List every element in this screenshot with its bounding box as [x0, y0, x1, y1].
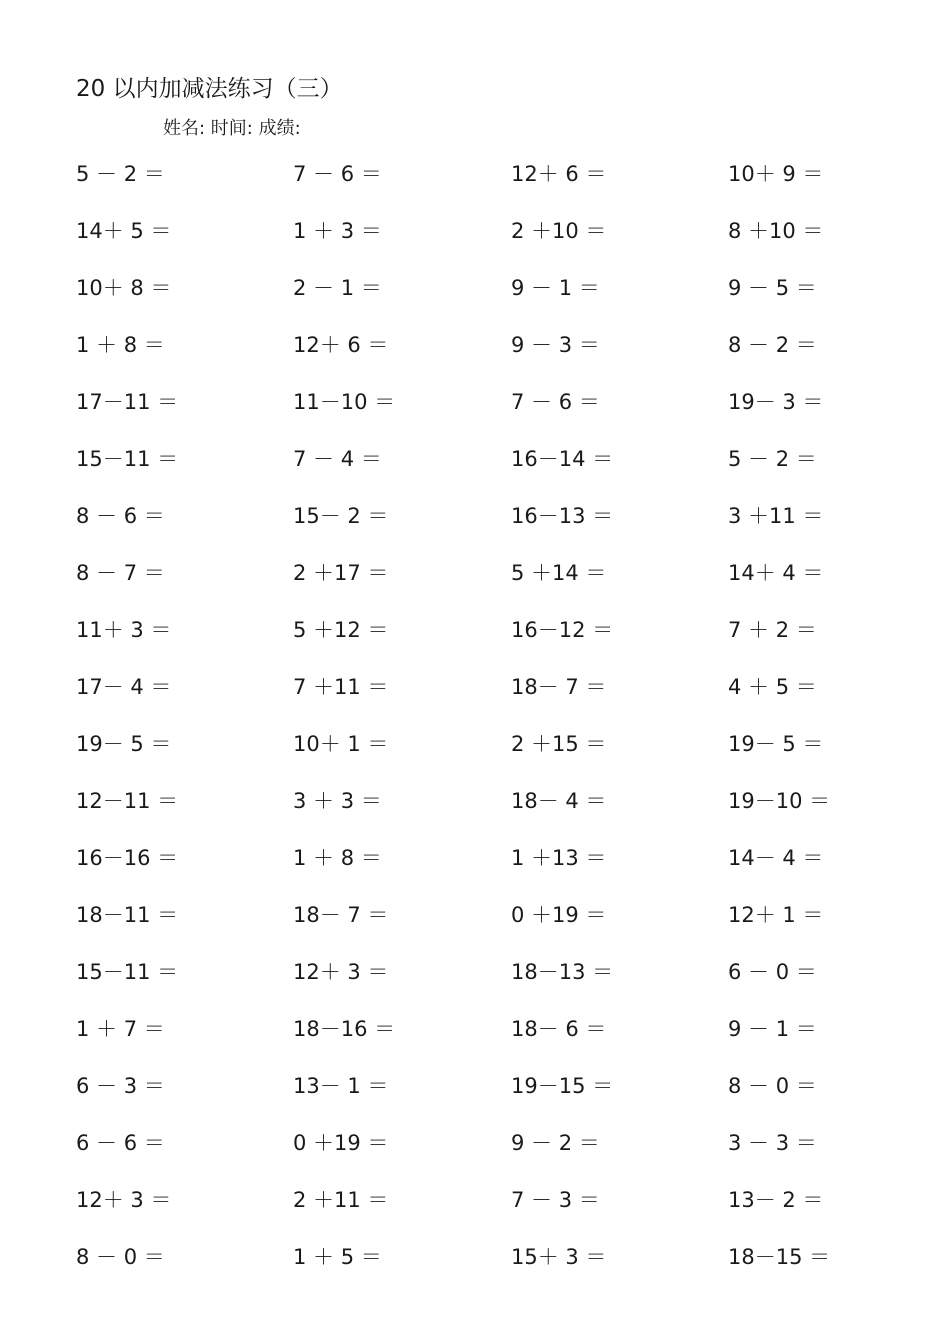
math-problem: 19－15 ＝ — [511, 1074, 614, 1098]
math-problem: 19－ 5 ＝ — [76, 732, 172, 756]
math-problem: 9 － 1 ＝ — [728, 1017, 817, 1041]
math-problem: 18－15 ＝ — [728, 1245, 831, 1269]
math-problem: 9 － 3 ＝ — [511, 333, 600, 357]
math-problem: 15－ 2 ＝ — [293, 504, 389, 528]
math-problem: 18－ 4 ＝ — [511, 789, 607, 813]
math-problem: 18－ 7 ＝ — [511, 675, 607, 699]
math-problem: 2 ＋10 ＝ — [511, 219, 607, 243]
math-problem: 7 ＋11 ＝ — [293, 675, 389, 699]
math-problem: 7 － 3 ＝ — [511, 1188, 600, 1212]
math-problem: 3 ＋11 ＝ — [728, 504, 824, 528]
student-info-line: 姓名: 时间: 成绩: — [163, 118, 301, 139]
math-problem: 8 － 0 ＝ — [728, 1074, 817, 1098]
math-problem: 3 － 3 ＝ — [728, 1131, 817, 1155]
math-problem: 2 ＋15 ＝ — [511, 732, 607, 756]
math-problem: 0 ＋19 ＝ — [293, 1131, 389, 1155]
math-problem: 16－16 ＝ — [76, 846, 179, 870]
math-problem: 7 － 6 ＝ — [511, 390, 600, 414]
math-problem: 10＋ 1 ＝ — [293, 732, 389, 756]
math-problem: 5 － 2 ＝ — [728, 447, 817, 471]
math-problem: 8 － 0 ＝ — [76, 1245, 165, 1269]
math-problem: 6 － 3 ＝ — [76, 1074, 165, 1098]
math-problem: 3 ＋ 3 ＝ — [293, 789, 382, 813]
math-problem: 8 － 6 ＝ — [76, 504, 165, 528]
math-problem: 17－ 4 ＝ — [76, 675, 172, 699]
math-problem: 5 ＋14 ＝ — [511, 561, 607, 585]
math-problem: 7 － 6 ＝ — [293, 162, 382, 186]
math-problem: 18－13 ＝ — [511, 960, 614, 984]
math-problem: 12＋ 6 ＝ — [293, 333, 389, 357]
math-problem: 19－ 5 ＝ — [728, 732, 824, 756]
math-problem: 5 ＋12 ＝ — [293, 618, 389, 642]
worksheet-title: 20 以内加减法练习（三） — [76, 76, 343, 102]
math-problem: 9 － 2 ＝ — [511, 1131, 600, 1155]
math-problem: 14＋ 4 ＝ — [728, 561, 824, 585]
math-problem: 13－ 2 ＝ — [728, 1188, 824, 1212]
math-problem: 16－14 ＝ — [511, 447, 614, 471]
math-problem: 18－ 7 ＝ — [293, 903, 389, 927]
math-problem: 1 ＋ 3 ＝ — [293, 219, 382, 243]
math-problem: 8 ＋10 ＝ — [728, 219, 824, 243]
math-problem: 9 － 5 ＝ — [728, 276, 817, 300]
math-problem: 15－11 ＝ — [76, 447, 179, 471]
math-problem: 18－ 6 ＝ — [511, 1017, 607, 1041]
math-problem: 10＋ 9 ＝ — [728, 162, 824, 186]
math-problem: 16－12 ＝ — [511, 618, 614, 642]
math-problem: 12＋ 3 ＝ — [76, 1188, 172, 1212]
math-problem: 14－ 4 ＝ — [728, 846, 824, 870]
math-problem: 6 － 6 ＝ — [76, 1131, 165, 1155]
math-problem: 13－ 1 ＝ — [293, 1074, 389, 1098]
math-problem: 12＋ 1 ＝ — [728, 903, 824, 927]
math-problem: 11＋ 3 ＝ — [76, 618, 172, 642]
math-problem: 12＋ 3 ＝ — [293, 960, 389, 984]
math-problem: 0 ＋19 ＝ — [511, 903, 607, 927]
math-problem: 17－11 ＝ — [76, 390, 179, 414]
math-problem: 15－11 ＝ — [76, 960, 179, 984]
math-problem: 16－13 ＝ — [511, 504, 614, 528]
math-problem: 12＋ 6 ＝ — [511, 162, 607, 186]
math-problem: 2 ＋11 ＝ — [293, 1188, 389, 1212]
math-problem: 12－11 ＝ — [76, 789, 179, 813]
math-problem: 19－10 ＝ — [728, 789, 831, 813]
math-problem: 18－16 ＝ — [293, 1017, 396, 1041]
math-problem: 6 － 0 ＝ — [728, 960, 817, 984]
math-problem: 8 － 7 ＝ — [76, 561, 165, 585]
math-problem: 7 ＋ 2 ＝ — [728, 618, 817, 642]
math-problem: 2 ＋17 ＝ — [293, 561, 389, 585]
math-problem: 9 － 1 ＝ — [511, 276, 600, 300]
math-problem: 1 ＋ 5 ＝ — [293, 1245, 382, 1269]
math-problem: 1 ＋ 8 ＝ — [293, 846, 382, 870]
math-problem: 2 － 1 ＝ — [293, 276, 382, 300]
math-problem: 8 － 2 ＝ — [728, 333, 817, 357]
math-problem: 14＋ 5 ＝ — [76, 219, 172, 243]
math-problem: 11－10 ＝ — [293, 390, 396, 414]
math-problem: 4 ＋ 5 ＝ — [728, 675, 817, 699]
math-problem: 10＋ 8 ＝ — [76, 276, 172, 300]
math-problem: 18－11 ＝ — [76, 903, 179, 927]
math-problem: 15＋ 3 ＝ — [511, 1245, 607, 1269]
math-problem: 1 ＋ 7 ＝ — [76, 1017, 165, 1041]
math-problem: 1 ＋13 ＝ — [511, 846, 607, 870]
math-problem: 19－ 3 ＝ — [728, 390, 824, 414]
math-problem: 5 － 2 ＝ — [76, 162, 165, 186]
math-problem: 1 ＋ 8 ＝ — [76, 333, 165, 357]
math-problem: 7 － 4 ＝ — [293, 447, 382, 471]
